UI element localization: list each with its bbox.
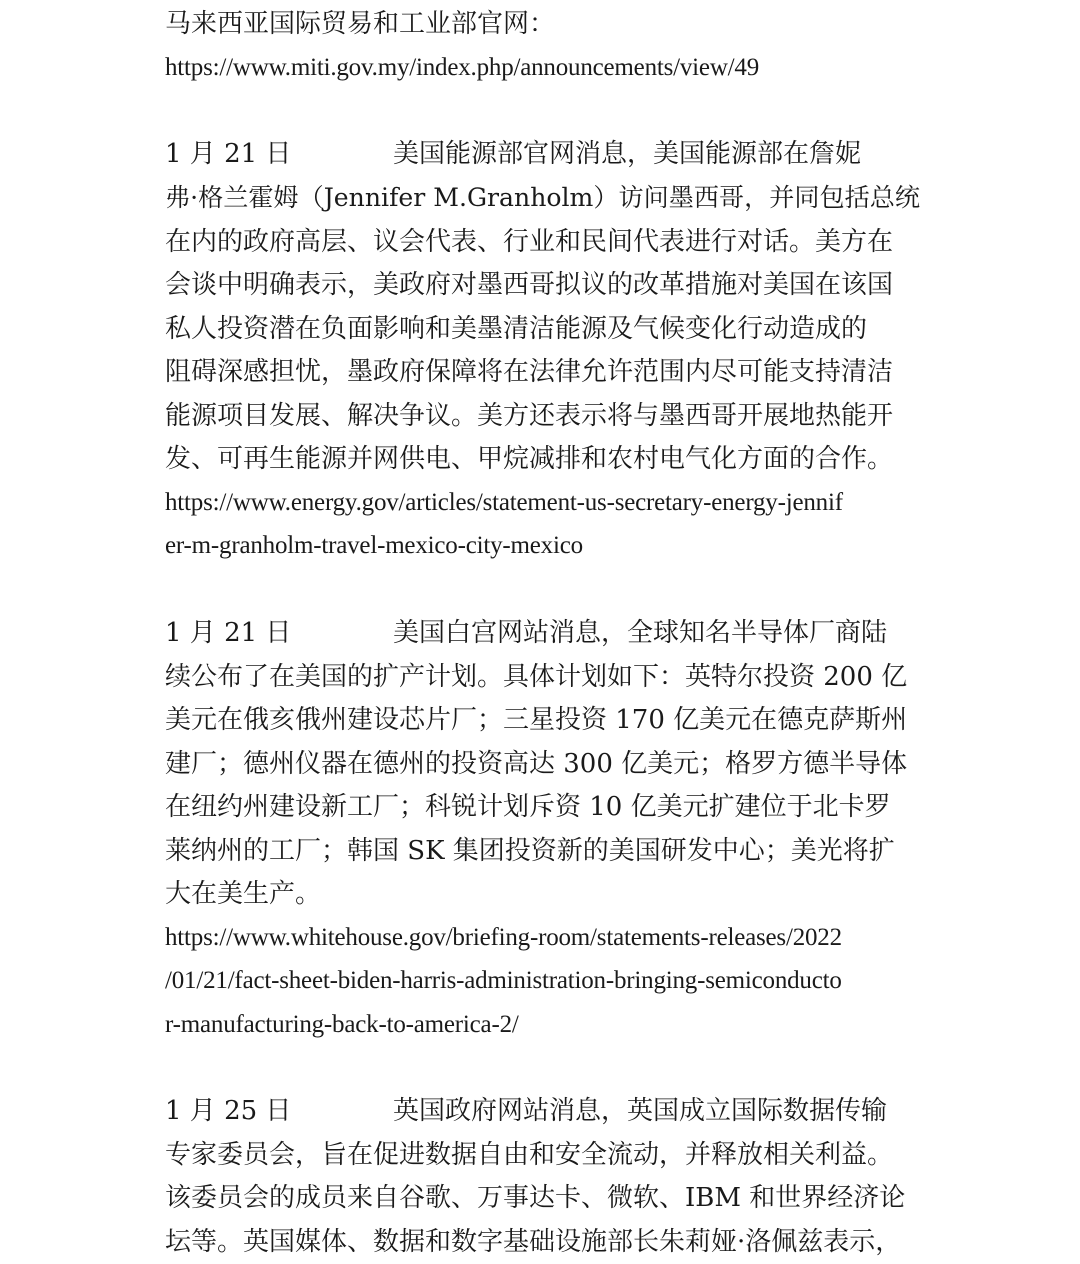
entry-text: 会谈中明确表示，美政府对墨西哥拟议的改革措施对美国在该国 <box>165 270 894 300</box>
entry-url[interactable]: https://www.whitehouse.gov/briefing-room/statements-releases/2022 <box>165 924 842 951</box>
entry-text: 发、可再生能源并网供电、甲烷减排和农村电气化方面的合作。 <box>165 444 894 474</box>
entry-date: 1 月 21 日 <box>165 139 292 169</box>
entry-text: 阻碍深感担忧，墨政府保障将在法律允许范围内尽可能支持清洁 <box>165 357 894 387</box>
entry-text: 弗·格兰霍姆（Jennifer M.Granholm）访问墨西哥，并同包括总统 <box>165 183 920 212</box>
entry-url[interactable]: /01/21/fact-sheet-biden-harris-administration-bringing-semiconducto <box>165 967 842 994</box>
entry-text: 专家委员会，旨在促进数据自由和安全流动，并释放相关利益。 <box>165 1140 894 1170</box>
entry-text: 建厂；德州仪器在德州的投资高达 300 亿美元；格罗方德半导体 <box>165 749 908 779</box>
entry-text: 坛等。英国媒体、数据和数字基础设施部长朱莉娅·洛佩兹表示， <box>165 1227 902 1257</box>
entry-text: 续公布了在美国的扩产计划。具体计划如下：英特尔投资 200 亿 <box>165 662 908 692</box>
entry-text: 能源项目发展、解决争议。美方还表示将与墨西哥开展地热能开 <box>165 401 894 431</box>
entry-url[interactable]: https://www.energy.gov/articles/statement-us-secretary-energy-jennif <box>165 489 843 516</box>
entry-date: 1 月 21 日 <box>165 618 292 648</box>
entry-text: 大在美生产。 <box>165 879 322 909</box>
entry-text: 美国能源部官网消息，美国能源部在詹妮 <box>393 139 862 169</box>
intro-url[interactable]: https://www.miti.gov.my/index.php/announcements/view/49 <box>165 54 760 81</box>
entry-first-line <box>165 132 861 176</box>
intro-text: 马来西亚国际贸易和工业部官网： <box>165 9 556 39</box>
entry-date: 1 月 25 日 <box>165 1096 292 1126</box>
entry-text: 私人投资潜在负面影响和美墨清洁能源及气候变化行动造成的 <box>165 314 868 344</box>
entry-text: 该委员会的成员来自谷歌、万事达卡、微软、IBM 和世界经济论 <box>165 1183 906 1213</box>
entry-text: 莱纳州的工厂；韩国 SK 集团投资新的美国研发中心；美光将扩 <box>165 836 895 866</box>
entry-first-line <box>165 611 887 655</box>
entry-text: 在纽约州建设新工厂；科锐计划斥资 10 亿美元扩建位于北卡罗 <box>165 792 891 822</box>
entry-text: 美国白宫网站消息，全球知名半导体厂商陆 <box>393 618 888 648</box>
entry-text: 英国政府网站消息，英国成立国际数据传输 <box>393 1096 888 1126</box>
entry-first-line <box>165 1089 887 1133</box>
entry-text: 在内的政府高层、议会代表、行业和民间代表进行对话。美方在 <box>165 227 894 257</box>
entry-url[interactable]: r-manufacturing-back-to-america-2/ <box>165 1011 519 1038</box>
entry-url[interactable]: er-m-granholm-travel-mexico-city-mexico <box>165 532 583 559</box>
entry-text: 美元在俄亥俄州建设芯片厂；三星投资 170 亿美元在德克萨斯州 <box>165 705 908 735</box>
